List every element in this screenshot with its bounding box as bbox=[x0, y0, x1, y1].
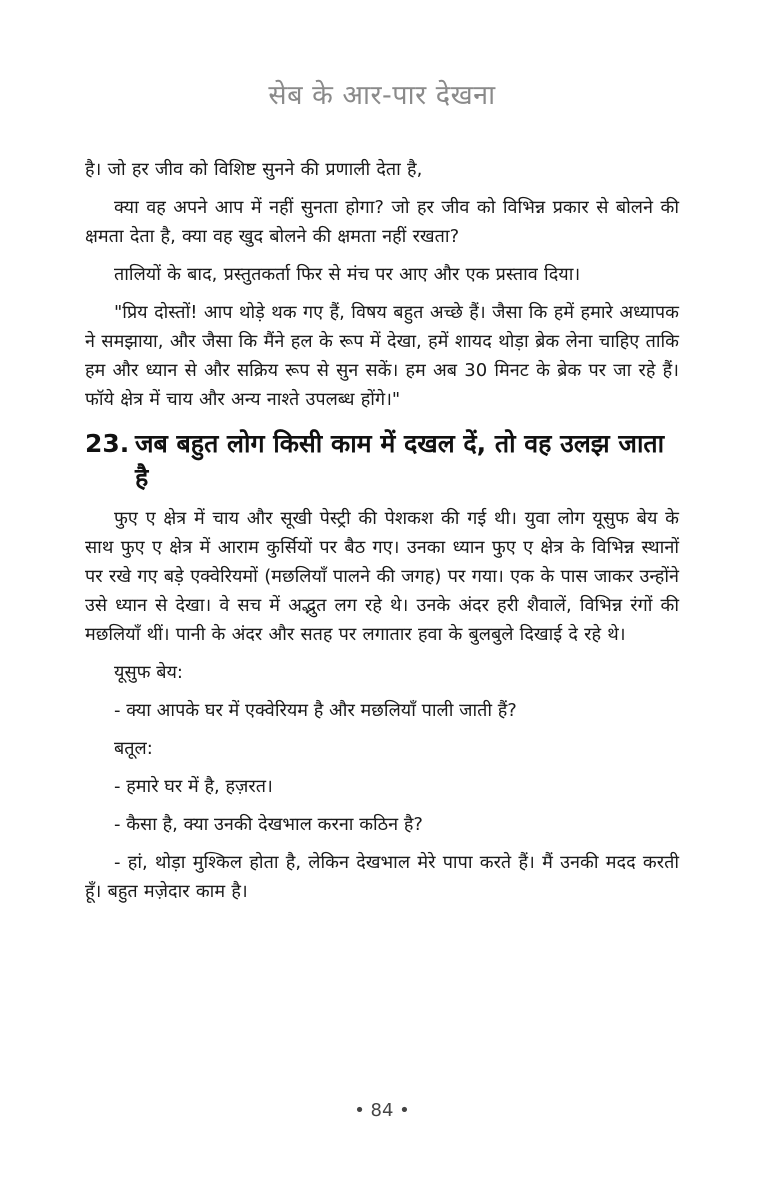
dialogue-line: - कैसा है, क्या उनकी देखभाल करना कठिन है? bbox=[114, 814, 423, 835]
dialogue-line: - हां, थोड़ा मुश्किल होता है, लेकिन देखभाल मेरे पापा करते हैं। मैं उनकी मदद करती हूँ। बहुत मज़ेदार काम है। bbox=[85, 852, 679, 902]
dialogue-line: - क्या आपके घर में एक्वेरियम है और मछलियाँ पाली जाती हैं? bbox=[114, 700, 517, 721]
speaker-label: बतूल: bbox=[114, 738, 153, 759]
paragraph-continuation: है। जो हर जीव को विशिष्ट सुनने की प्रणाली देता है, bbox=[85, 159, 423, 180]
paragraph-quote: "प्रिय दोस्तों! आप थोड़े थक गए हैं, विषय बहुत अच्छे हैं। जैसा कि हमें हमारे अध्यापक ने समझाया, और जैसा कि मैंने हल के रूप में देखा, हमें शायद थोड़ा ब्रेक लेना चाहिए ताकि हम और ध्यान से और सक्रिय रूप से सुन सकें। हम अब 30 मिनट के ब्रेक पर जा रहे हैं। फॉये क्षेत्र में चाय और अन्य नाश्ते उपलब्ध होंगे।" bbox=[85, 302, 679, 410]
chapter-heading bbox=[85, 427, 679, 495]
page-number: • 84 • bbox=[354, 1100, 410, 1121]
chapter-number: 23. bbox=[85, 429, 130, 458]
chapter-title: जब बहुत लोग किसी काम में दखल दें, तो वह उलझ जाता है bbox=[135, 429, 665, 492]
page-content bbox=[85, 155, 679, 915]
paragraph: तालियों के बाद, प्रस्तुतकर्ता फिर से मंच पर आए और एक प्रस्ताव दिया। bbox=[114, 264, 581, 285]
paragraph: क्या वह अपने आप में नहीं सुनता होगा? जो हर जीव को विभिन्न प्रकार से बोलने की क्षमता देता है, क्या वह खुद बोलने की क्षमता नहीं रखता? bbox=[85, 197, 679, 247]
dialogue-line: - हमारे घर में है, हज़रत। bbox=[114, 776, 273, 797]
paragraph: फुए ए क्षेत्र में चाय और सूखी पेस्ट्री की पेशकश की गई थी। युवा लोग यूसुफ बेय के साथ फुए ए क्षेत्र में आराम कुर्सियों पर बैठ गए। उनका ध्यान फुए ए क्षेत्र के विभिन्न स्थानों पर रखे गए बड़े एक्वेरियमों (मछलियाँ पालने की जगह) पर गया। एक के पास जाकर उन्होंने उसे ध्यान से देखा। वे सच में अद्भुत लग रहे थे। उनके अंदर हरी शैवालें, विभिन्न रंगों की मछलियाँ थीं। पानी के अंदर और सतह पर लगातार हवा के बुलबुले दिखाई दे रहे थे। bbox=[85, 508, 679, 645]
speaker-label: यूसुफ बेय: bbox=[114, 662, 183, 683]
book-page bbox=[85, 0, 679, 1191]
running-header: सेब के आर-पार देखना bbox=[268, 80, 496, 111]
